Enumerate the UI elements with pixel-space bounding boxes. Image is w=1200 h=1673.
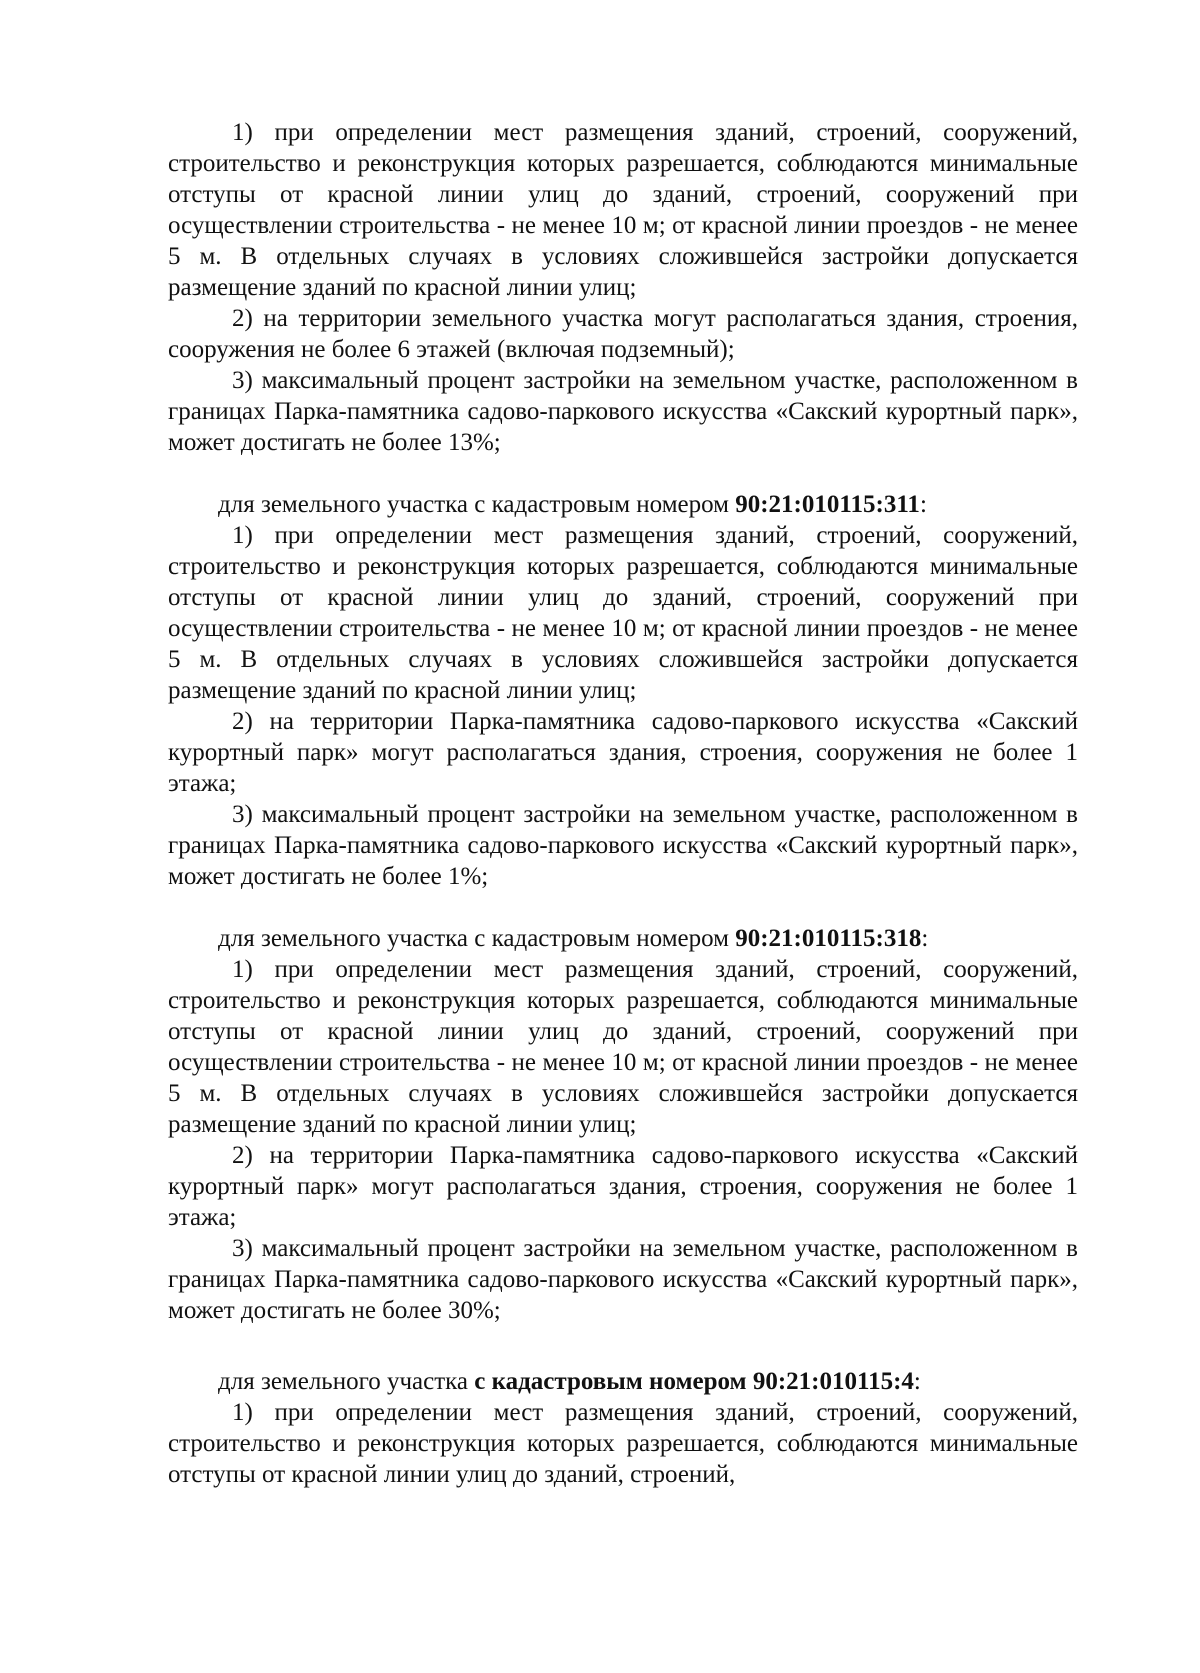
block4-heading-suffix: : [913, 1368, 921, 1395]
block3-heading [168, 923, 1078, 954]
block3-heading-suffix: : [921, 925, 929, 952]
block1-item3: 3) максимальный процент застройки на земельном участке, расположенном в границах Парка-памятника садово-паркового искусства «Сакский курортный парк», может достигать не более 13%; [168, 367, 1078, 456]
block2-item1: 1) при определении мест размещения зданий, строений, сооружений, строительство и реконструкция которых разрешается, соблюдаются минимальные отступы от красной линии улиц до зданий, строений, сооружений при осуществлении строительства - не менее 10 м; от красной линии проездов - не менее 5 м. В отдельных случаях в условиях сложившейся застройки допускается размещение зданий по красной линии улиц; [168, 522, 1078, 704]
block4-heading-prefix: для земельного участка [218, 1368, 475, 1395]
block2-heading [168, 489, 1078, 520]
block2-cadastral-number: 90:21:010115:311 [735, 491, 920, 518]
block4-heading-bold: с кадастровым номером 90:21:010115:4 [474, 1368, 914, 1395]
block2-heading-prefix: для земельного участка с кадастровым номером [218, 491, 736, 518]
block3-item3: 3) максимальный процент застройки на земельном участке, расположенном в границах Парка-памятника садово-паркового искусства «Сакский курортный парк», может достигать не более 30%; [168, 1235, 1078, 1324]
block3-item1: 1) при определении мест размещения зданий, строений, сооружений, строительство и реконструкция которых разрешается, соблюдаются минимальные отступы от красной линии улиц до зданий, строений, сооружений при осуществлении строительства - не менее 10 м; от красной линии проездов - не менее 5 м. В отдельных случаях в условиях сложившейся застройки допускается размещение зданий по красной линии улиц; [168, 956, 1078, 1138]
block3-heading-prefix: для земельного участка с кадастровым номером [218, 925, 736, 952]
block4-heading [168, 1366, 1078, 1397]
block3-cadastral-number: 90:21:010115:318 [735, 925, 922, 952]
block2-heading-suffix: : [919, 491, 927, 518]
block3-item2: 2) на территории Парка-памятника садово-паркового искусства «Сакский курортный парк» могут располагаться здания, строения, сооружения не более 1 этажа; [168, 1142, 1078, 1231]
block1-item2: 2) на территории земельного участка могут располагаться здания, строения, сооружения не более 6 этажей (включая подземный); [168, 305, 1078, 363]
block1-item1: 1) при определении мест размещения зданий, строений, сооружений, строительство и реконструкция которых разрешается, соблюдаются минимальные отступы от красной линии улиц до зданий, строений, сооружений при осуществлении строительства - не менее 10 м; от красной линии проездов - не менее 5 м. В отдельных случаях в условиях сложившейся застройки допускается размещение зданий по красной линии улиц; [168, 119, 1078, 301]
block2-item3: 3) максимальный процент застройки на земельном участке, расположенном в границах Парка-памятника садово-паркового искусства «Сакский курортный парк», может достигать не более 1%; [168, 801, 1078, 890]
block4-item1: 1) при определении мест размещения зданий, строений, сооружений, строительство и реконструкция которых разрешается, соблюдаются минимальные отступы от красной линии улиц до зданий, строений, [168, 1399, 1078, 1488]
document-body [168, 117, 1078, 1490]
block2-item2: 2) на территории Парка-памятника садово-паркового искусства «Сакский курортный парк» могут располагаться здания, строения, сооружения не более 1 этажа; [168, 708, 1078, 797]
